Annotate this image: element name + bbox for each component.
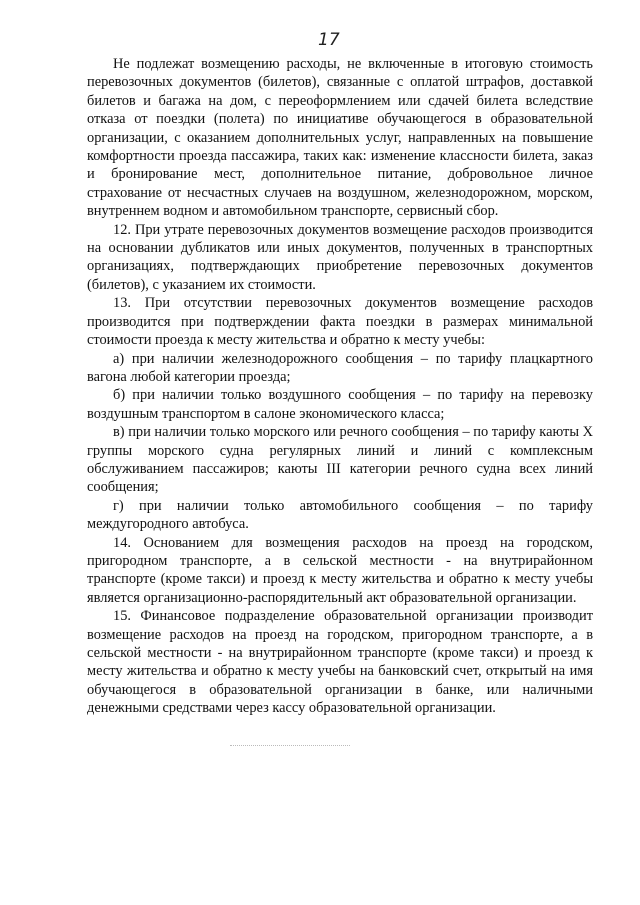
paragraph-15: 15. Финансовое подразделение образовательной организации производит возмещение расходов на проезд на городском, пригородном транспорте, а в сельской местности - на внутрирайонном транспорте (кроме такси) и проезд к месту жительства и обратно к месту учебы на банковский счет, открытый на имя обучающегося в образовательной организации в банке, или наличными денежными средствами через кассу образовательной организации. bbox=[87, 608, 593, 717]
paragraph-non-reimbursable: Не подлежат возмещению расходы, не включенные в итоговую стоимость перевозочных документов (билетов), связанные с оплатой штрафов, доставкой билетов и багажа на дом, с переоформлением или сдачей билета вследствие отказа от поездки (полета) по инициативе обучающегося в образовательной организации, с оказанием дополнительных услуг, направленных на повышение комфортности проезда пассажира, таких как: изменение классности билета, заказ и бронирование мест, дополнительное питание, добровольное личное страхование от несчастных случаев на воздушном, железнодорожном, морском, внутреннем водном и автомобильном транспорте, сервисный сбор. bbox=[87, 56, 593, 220]
paragraph-13-a: а) при наличии железнодорожного сообщения – по тарифу плацкартного вагона любой категории проезда; bbox=[87, 350, 593, 385]
document-body bbox=[87, 55, 593, 718]
scan-artifact bbox=[230, 745, 350, 748]
paragraph-12: 12. При утрате перевозочных документов возмещение расходов производится на основании дубликатов или иных документов, полученных в транспортных организациях, подтверждающих приобретение перевозочных документов (билетов), с указанием их стоимости. bbox=[87, 221, 593, 293]
paragraph-14: 14. Основанием для возмещения расходов на проезд на городском, пригородном транспорте, а в сельской местности - на внутрирайонном транспорте (кроме такси) и проезд к месту жительства и обратно к месту учебы является организационно-распорядительный акт образовательной организации. bbox=[87, 534, 593, 606]
paragraph-13: 13. При отсутствии перевозочных документов возмещение расходов производится при подтверждении факта поездки в размерах минимальной стоимости проезда к месту жительства и обратно к месту учебы: bbox=[87, 295, 593, 349]
page-number: 17 bbox=[318, 30, 340, 50]
paragraph-13-v: в) при наличии только морского или речного сообщения – по тарифу каюты X группы морского судна регулярных линий и линий с комплексным обслуживанием пассажиров; каюты III категории речного судна всех линий сообщения; bbox=[87, 424, 593, 496]
paragraph-13-g: г) при наличии только автомобильного сообщения – по тарифу междугородного автобуса. bbox=[87, 497, 593, 533]
paragraph-13-b: б) при наличии только воздушного сообщения – по тарифу на перевозку воздушным транспортом в салоне экономического класса; bbox=[87, 387, 593, 422]
